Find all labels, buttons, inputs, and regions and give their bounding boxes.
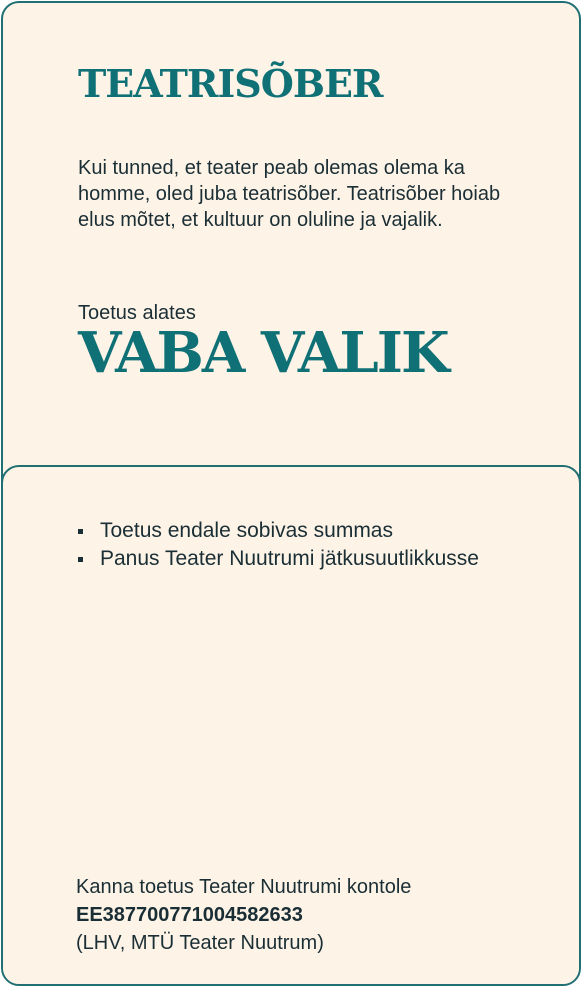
support-tier-card — [1, 1, 581, 986]
bullet-icon — [78, 557, 83, 562]
tier-description: Kui tunned, et teater peab olemas olema ka homme, oled juba teatrisõber. Teatrisõber hoiab elus mõtet, et kultuur on oluline ja vajalik. — [78, 157, 501, 231]
benefit-item — [78, 517, 518, 545]
iban-number[interactable]: EE387700771004582633 — [76, 904, 303, 926]
bullet-icon — [78, 529, 83, 534]
tier-header — [3, 3, 579, 473]
account-intro: Kanna toetus Teater Nuutrumi kontole — [76, 876, 412, 898]
tier-title: TEATRISÕBER — [78, 61, 383, 106]
price-value: VABA VALIK — [78, 320, 448, 386]
bank-account-info — [76, 873, 411, 957]
benefit-item — [78, 545, 518, 573]
bank-info: (LHV, MTÜ Teater Nuutrum) — [76, 932, 324, 954]
benefits-list — [78, 517, 518, 573]
price-label: Toetus alates — [78, 302, 196, 324]
tier-details — [1, 465, 581, 986]
benefit-text: Toetus endale sobivas summas — [100, 519, 393, 542]
benefit-text: Panus Teater Nuutrumi jätkusuutlikkusse — [100, 547, 479, 570]
